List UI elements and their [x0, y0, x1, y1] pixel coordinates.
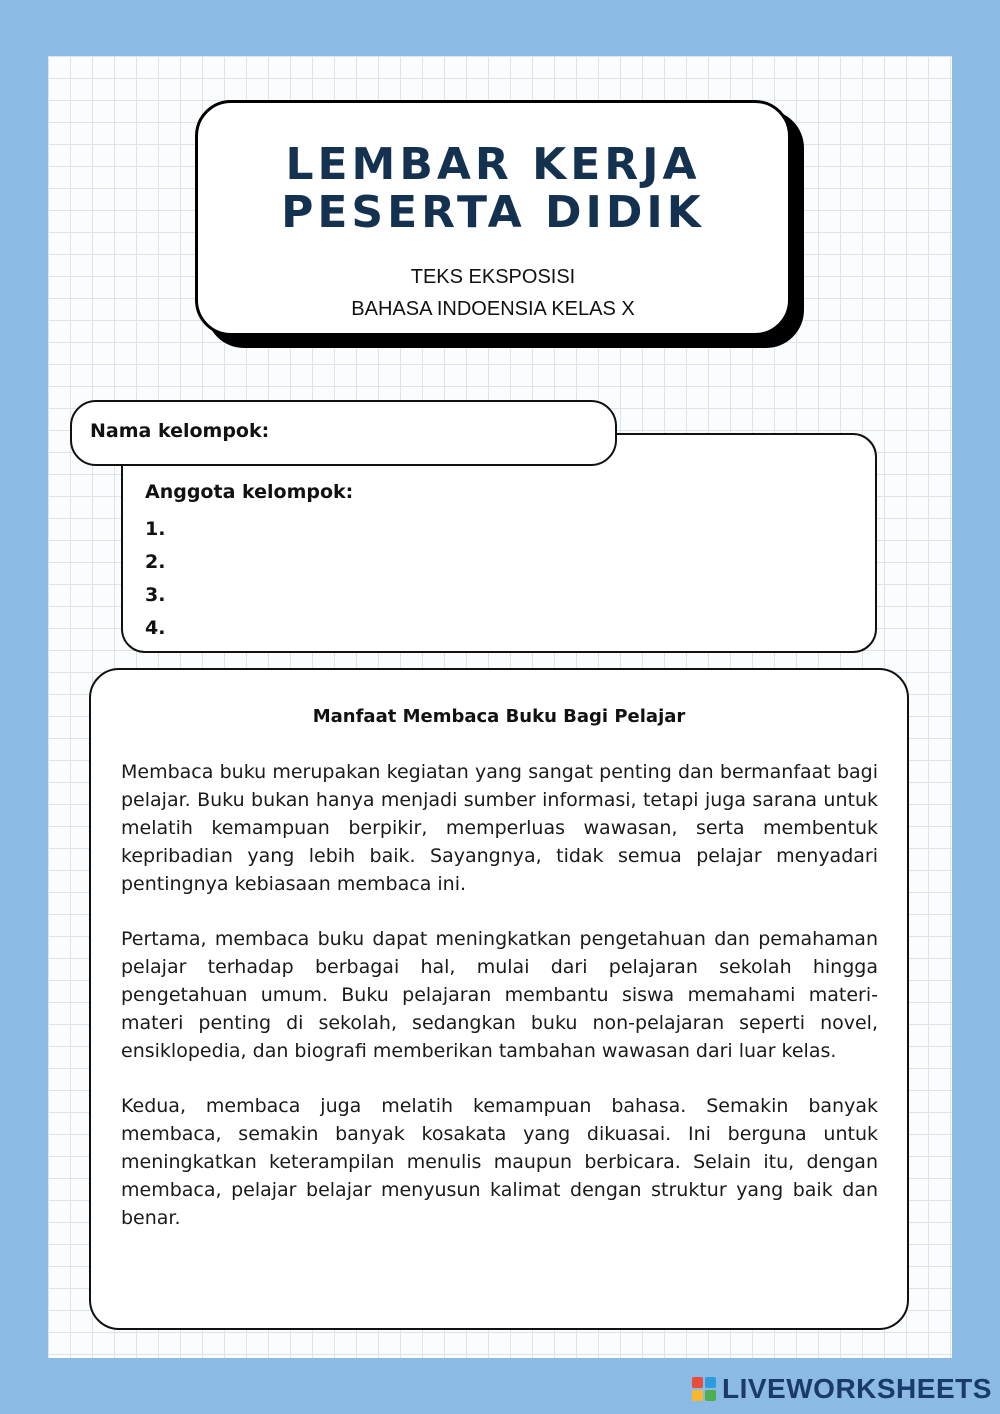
brand-name[interactable]: LIVEWORKSHEETS — [722, 1373, 992, 1404]
paragraph-3: Kedua, membaca juga melatih kemampuan bahasa. Semakin banyak membaca, semakin banyak kosakata yang dikuasai. Ini berguna untuk meningkatkan keterampilan menulis maupun berbicara. Selain itu, dengan membaca, pelajar belajar menyusun kalimat dengan struktur yang baik dan benar. — [121, 1095, 878, 1229]
page-title — [198, 141, 788, 237]
logo-square-blue — [705, 1377, 716, 1388]
logo-square-green — [705, 1390, 716, 1401]
reading-title: Manfaat Membaca Buku Bagi Pelajar — [312, 706, 686, 727]
paragraph-2: Pertama, membaca buku dapat meningkatkan pengetahuan dan pemahaman pelajar terhadap berbagai hal, mulai dari pelajaran sekolah hingga pengetahuan umum. Buku pelajaran membantu siswa memahami materi-materi penting di sekolah, sedangkan buku non-pelajaran seperti novel, ensiklopedia, dan biografi memberikan tambahan wawasan dari luar kelas. — [121, 928, 878, 1062]
title-line-2: PESERTA DIDIK — [281, 187, 705, 238]
members-list — [145, 513, 165, 645]
member-item-2[interactable]: 2. — [145, 551, 166, 573]
liveworksheets-logo-icon — [692, 1377, 716, 1401]
group-members-box — [121, 433, 877, 653]
member-item-1[interactable]: 1. — [145, 518, 166, 540]
title-line-1: LEMBAR KERJA — [285, 139, 701, 190]
title-card — [195, 100, 791, 336]
subtitle-line-2: BAHASA INDOENSIA KELAS X — [351, 298, 635, 320]
logo-square-red — [692, 1377, 703, 1388]
group-name-field[interactable] — [70, 400, 617, 466]
member-item-4[interactable]: 4. — [145, 617, 166, 639]
logo-square-yellow — [692, 1390, 703, 1401]
paragraph-1: Membaca buku merupakan kegiatan yang sangat penting dan bermanfaat bagi pelajar. Buku bukan hanya menjadi sumber informasi, tetapi juga sarana untuk melatih kemampuan berpikir, memperluas wawasan, serta membentuk kepribadian yang lebih baik. Sayangnya, tidak semua pelajar menyadari pentingnya kebiasaan membaca ini. — [121, 761, 878, 895]
reading-body — [121, 758, 878, 1259]
group-name-label: Nama kelompok: — [90, 420, 270, 442]
reading-text-box — [89, 668, 909, 1330]
member-item-3[interactable]: 3. — [145, 584, 166, 606]
footer-branding — [692, 1374, 992, 1404]
subtitle-line-1: TEKS EKSPOSISI — [410, 266, 576, 288]
subtitle — [198, 261, 788, 325]
members-label: Anggota kelompok: — [145, 481, 354, 503]
